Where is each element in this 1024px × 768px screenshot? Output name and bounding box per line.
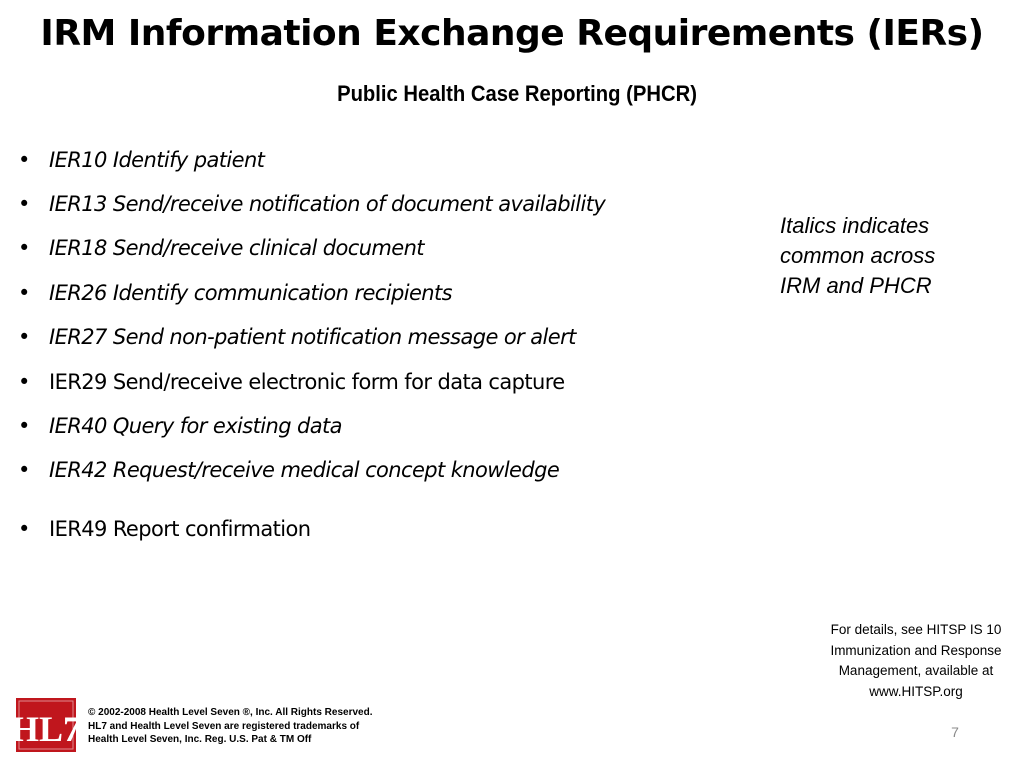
bullet-dot: • <box>18 517 30 541</box>
copyright-line: HL7 and Health Level Seven are registered trademarks of <box>88 720 360 732</box>
note-line: IRM and PHCR <box>780 273 932 298</box>
details-line: Management, available at <box>838 663 994 678</box>
bullet-dot: • <box>18 325 30 349</box>
note-line: common across <box>780 243 936 268</box>
bullet-dot: • <box>18 148 30 172</box>
copyright-line: Health Level Seven, Inc. Reg. U.S. Pat & TM Off <box>88 734 312 745</box>
hl7-logo <box>10 698 82 752</box>
bullet-dot: • <box>18 236 30 260</box>
bullet-text: IER27 Send non-patient notification message or alert <box>49 325 576 349</box>
details-note <box>816 620 1016 702</box>
details-line: For details, see HITSP IS 10 <box>830 622 1002 637</box>
bullet-text: IER10 Identify patient <box>49 148 265 172</box>
bullet-text: IER29 Send/receive electronic form for data capture <box>49 370 565 394</box>
bullet-dot: • <box>18 192 30 216</box>
details-line: Immunization and Response <box>830 642 1002 658</box>
note-line: Italics indicates <box>780 213 930 238</box>
bullet-dot: • <box>18 281 30 305</box>
bullet-text: IER18 Send/receive clinical document <box>49 236 424 260</box>
slide-title: IRM Information Exchange Requirements (IERs) <box>40 13 984 54</box>
italics-note <box>780 211 1010 301</box>
bullet-text: IER13 Send/receive notification of document availability <box>49 192 606 216</box>
bullet-dot: • <box>18 414 30 438</box>
details-line: www.HITSP.org <box>869 683 963 699</box>
bullet-text: IER42 Request/receive medical concept knowledge <box>49 458 560 482</box>
slide-subtitle: Public Health Case Reporting (PHCR) <box>337 81 697 106</box>
copyright-notice <box>88 706 428 747</box>
bullet-dot: • <box>18 458 30 482</box>
copyright-line: © 2002-2008 Health Level Seven ®, Inc. All Rights Reserved. <box>88 707 373 718</box>
bullet-text: IER26 Identify communication recipients <box>49 281 452 305</box>
logo-text: HL7 <box>10 709 82 749</box>
bullet-dot: • <box>18 370 30 394</box>
page-number: 7 <box>951 724 959 740</box>
bullet-text: IER49 Report confirmation <box>49 517 311 541</box>
hl7-logo-icon <box>10 698 82 752</box>
bullet-text: IER40 Query for existing data <box>49 414 342 438</box>
